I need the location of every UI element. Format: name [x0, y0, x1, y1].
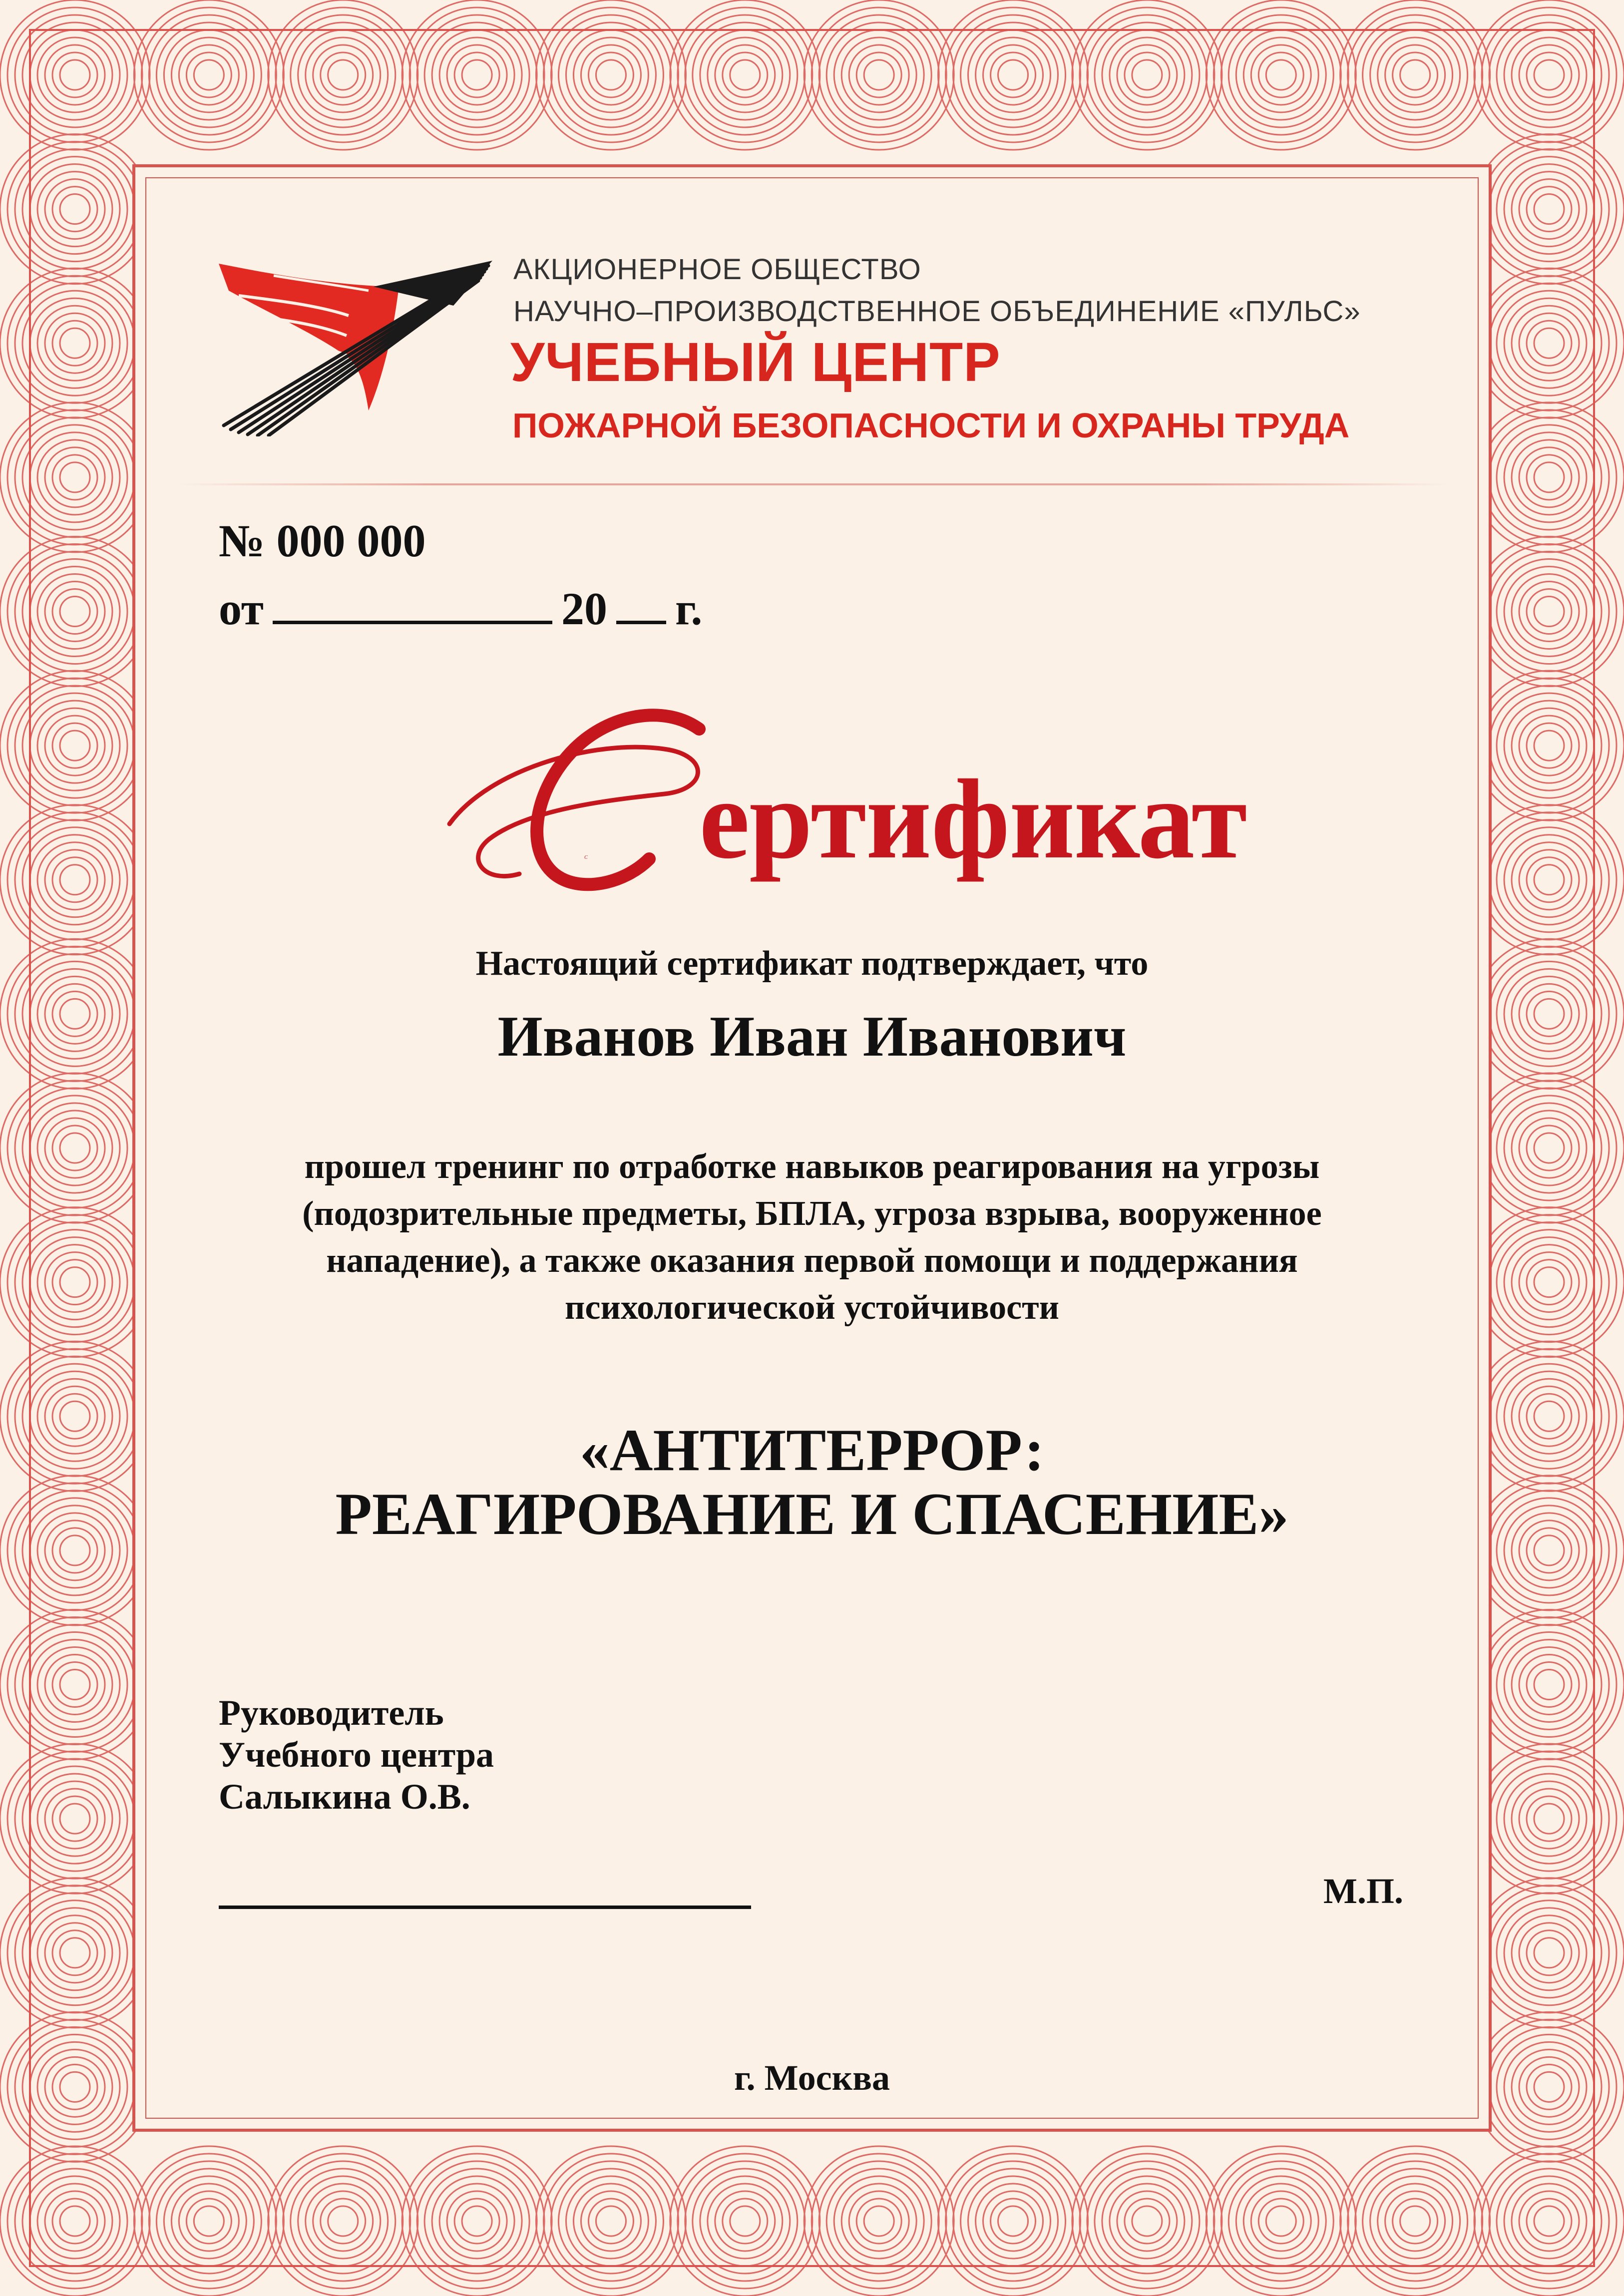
date-suffix: г.: [675, 583, 703, 634]
recipient-name: Иванов Иван Иванович: [497, 1005, 1127, 1069]
year-blank: [616, 586, 666, 624]
date-year: 20: [561, 583, 607, 634]
svg-text:С: С: [584, 855, 588, 860]
training-description: [0, 1144, 1624, 1331]
organization-type: АКЦИОНЕРНОЕ ОБЩЕСТВО: [513, 253, 921, 286]
certificate-title: ертификат: [699, 757, 1247, 882]
date-blank: [273, 586, 552, 624]
certificate-title-initial: [429, 694, 729, 904]
organization-name: НАУЧНО–ПРОИЗВОДСТВЕННОЕ ОБЪЕДИНЕНИЕ «ПУЛЬС»: [513, 295, 1361, 328]
signer-position: Руководитель: [219, 1693, 444, 1733]
issue-city: г. Москва: [734, 2058, 890, 2098]
description-line: прошел тренинг по отработке навыков реагирования на угрозы: [304, 1148, 1320, 1186]
signature-line: [219, 1906, 751, 1909]
course-title-line: «АНТИТЕРРОР:: [579, 1417, 1045, 1483]
training-center-subtitle: ПОЖАРНОЙ БЕЗОПАСНОСТИ И ОХРАНЫ ТРУДА: [512, 406, 1350, 445]
description-line: нападение), а также оказания первой помощи и поддержания: [326, 1241, 1298, 1280]
date-prefix: от: [219, 583, 264, 634]
training-center-title: УЧЕБНЫЙ ЦЕНТР: [510, 332, 1001, 393]
description-line: психологической устойчивости: [565, 1288, 1059, 1327]
certificate-date: [219, 582, 702, 635]
header-divider: [180, 483, 1448, 485]
signer-organization: Учебного центра: [219, 1735, 494, 1775]
stamp-placeholder: М.П.: [1323, 1871, 1403, 1911]
course-title-line: РЕАГИРОВАНИЕ И СПАСЕНИЕ»: [335, 1481, 1289, 1547]
certificate-number: № 000 000: [219, 515, 426, 566]
company-logo: [219, 261, 492, 436]
course-title: [0, 1418, 1624, 1546]
description-line: (подозрительные предметы, БПЛА, угроза взрыва, вооруженное: [302, 1194, 1322, 1233]
signer-name: Салыкина О.В.: [219, 1777, 470, 1817]
certificate-intro: Настоящий сертификат подтверждает, что: [475, 944, 1149, 983]
signer-block: [219, 1692, 494, 1818]
